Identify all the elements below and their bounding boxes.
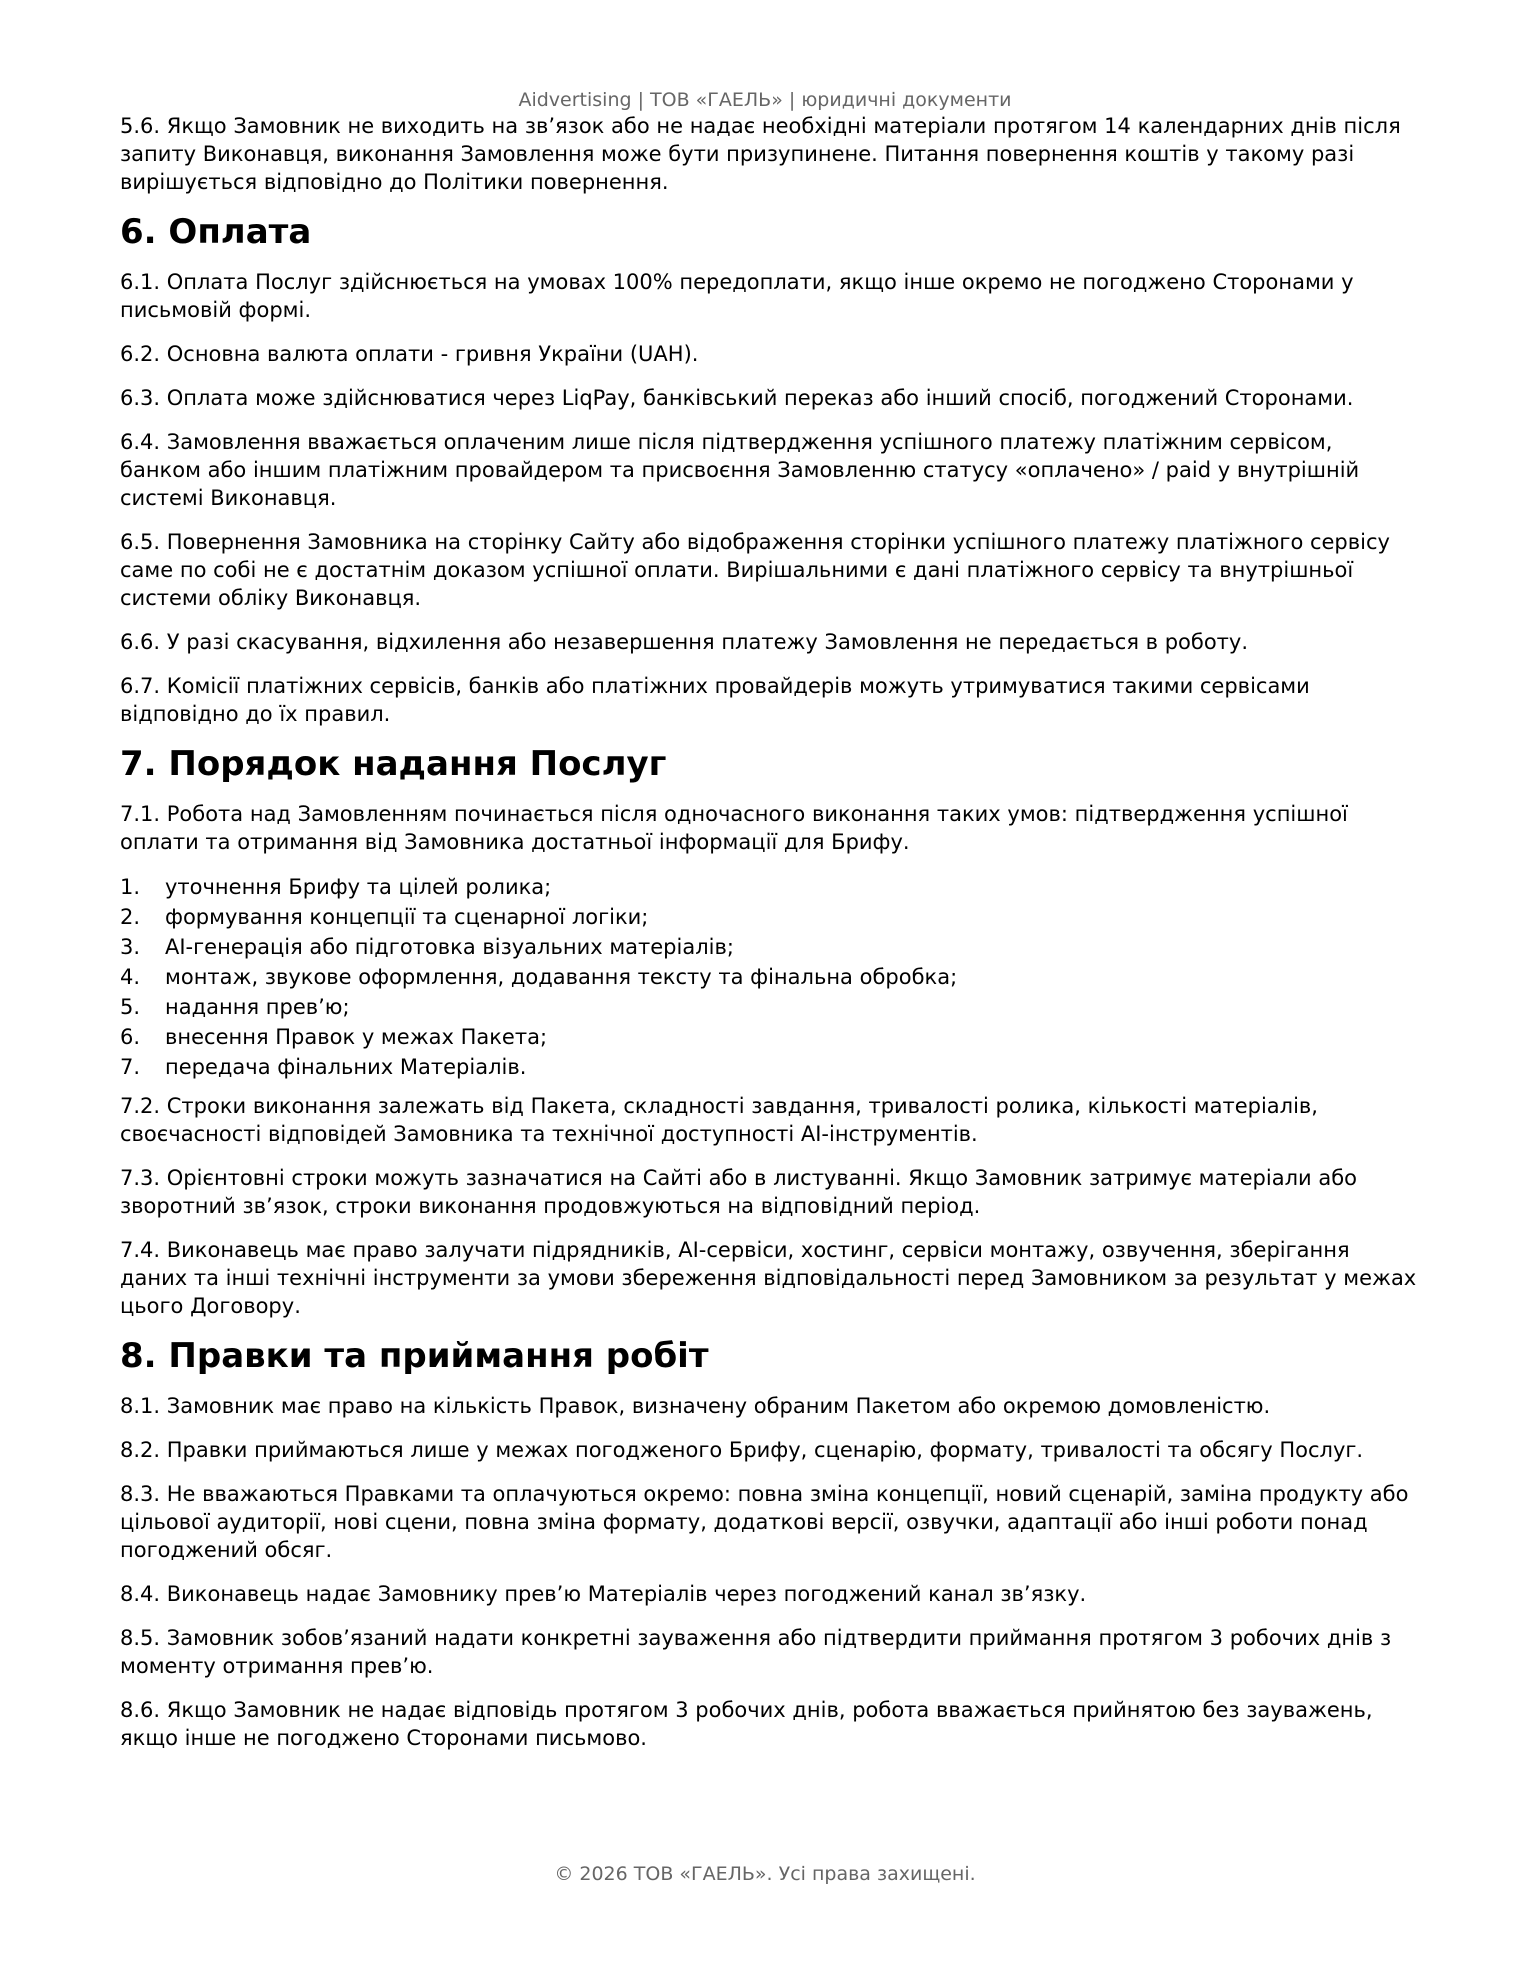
list-item-text: AI-генерація або підготовка візуальних матеріалів;: [165, 935, 734, 959]
paragraph-6-1: 6.1. Оплата Послуг здійснюється на умовах 100% передоплати, якщо інше окремо не погоджено Сторонами у письмовій формі.: [120, 270, 1354, 322]
paragraph-6-6: 6.6. У разі скасування, відхилення або незавершення платежу Замовлення не передається в роботу.: [120, 630, 1249, 654]
paragraph-8-4: 8.4. Виконавець надає Замовнику прев’ю Матеріалів через погоджений канал зв’язку.: [120, 1582, 1087, 1606]
list-item-text: уточнення Брифу та цілей ролика;: [165, 875, 552, 899]
paragraph-7-1: 7.1. Робота над Замовленням починається після одночасного виконання таких умов: підтвердження успішної оплати та отримання від Замовника достатньої інформації для Брифу.: [120, 802, 1348, 854]
list-item: [120, 1022, 1420, 1052]
paragraph-8-2: 8.2. Правки приймаються лише у межах погодженого Брифу, сценарію, формату, тривалості та обсягу Послуг.: [120, 1438, 1364, 1462]
paragraph-6-2: 6.2. Основна валюта оплати - гривня України (UAH).: [120, 342, 699, 366]
paragraph-8-5: 8.5. Замовник зобов’язаний надати конкретні зауваження або підтвердити приймання протягом 3 робочих днів з моменту отримання прев’ю.: [120, 1626, 1392, 1678]
list-item-number: 5.: [120, 995, 141, 1019]
section-title-services: 7. Порядок надання Послуг: [120, 744, 667, 784]
section-title-payment: 6. Оплата: [120, 212, 312, 252]
list-item-text: внесення Правок у межах Пакета;: [165, 1025, 548, 1049]
list-item-number: 2.: [120, 905, 141, 929]
list-item-text: монтаж, звукове оформлення, додавання тексту та фінальна обробка;: [165, 965, 958, 989]
list-item-text: передача фінальних Матеріалів.: [165, 1055, 527, 1079]
paragraph-6-5: 6.5. Повернення Замовника на сторінку Сайту або відображення сторінки успішного платежу платіжного сервісу саме по собі не є достатнім доказом успішної оплати. Вирішальними є дані платіжного сервісу та внутрішньої системи обліку Виконавця.: [120, 530, 1390, 610]
list-item-text: надання прев’ю;: [165, 995, 350, 1019]
list-item-number: 1.: [120, 875, 141, 899]
paragraph-5-6: 5.6. Якщо Замовник не виходить на зв’язок або не надає необхідні матеріали протягом 14 календарних днів після запиту Виконавця, виконання Замовлення може бути призупинене. Питання повернення коштів у такому разі вирішується відповідно до Політики повернення.: [120, 114, 1401, 194]
paragraph-6-3: 6.3. Оплата може здійснюватися через LiqPay, банківський переказ або інший спосіб, погоджений Сторонами.: [120, 386, 1354, 410]
list-item-number: 3.: [120, 935, 141, 959]
paragraph-7-4: 7.4. Виконавець має право залучати підрядників, AI-сервіси, хостинг, сервіси монтажу, озвучення, зберігання даних та інші технічні інструменти за умови збереження відповідальності перед Замовником за результат у межах цього Договору.: [120, 1238, 1417, 1318]
list-item-number: 6.: [120, 1025, 141, 1049]
page-header: Aidvertising | ТОВ «ГАЕЛЬ» | юридичні документи: [518, 89, 1012, 111]
list-item: [120, 902, 1420, 932]
page-footer: © 2026 ТОВ «ГАЕЛЬ». Усі права захищені.: [554, 1863, 976, 1885]
list-item: [120, 962, 1420, 992]
paragraph-7-2: 7.2. Строки виконання залежать від Пакета, складності завдання, тривалості ролика, кількості матеріалів, своєчасності відповідей Замовника та технічної доступності AI-інструментів.: [120, 1094, 1318, 1146]
paragraph-8-6: 8.6. Якщо Замовник не надає відповідь протягом 3 робочих днів, робота вважається прийнятою без зауважень, якщо інше не погоджено Сторонами письмово.: [120, 1698, 1373, 1750]
list-item: [120, 992, 1420, 1022]
list-item: [120, 1052, 1420, 1082]
list-item-number: 7.: [120, 1055, 141, 1079]
document-body: [120, 112, 1420, 1768]
work-steps-list: [120, 872, 1420, 1082]
list-item-text: формування концепції та сценарної логіки;: [165, 905, 649, 929]
paragraph-8-3: 8.3. Не вважаються Правками та оплачуються окремо: повна зміна концепції, новий сценарій, заміна продукту або цільової аудиторії, нові сцени, повна зміна формату, додаткові версії, озвучки, адаптації або інші роботи понад погоджений обсяг.: [120, 1482, 1409, 1562]
paragraph-6-7: 6.7. Комісії платіжних сервісів, банків або платіжних провайдерів можуть утримуватися такими сервісами відповідно до їх правил.: [120, 674, 1310, 726]
paragraph-8-1: 8.1. Замовник має право на кількість Правок, визначену обраним Пакетом або окремою домовленістю.: [120, 1394, 1271, 1418]
list-item: [120, 932, 1420, 962]
list-item: [120, 872, 1420, 902]
paragraph-6-4: 6.4. Замовлення вважається оплаченим лише після підтвердження успішного платежу платіжним сервісом, банком або іншим платіжним провайдером та присвоєння Замовленню статусу «оплачено» / paid у внутрішній системі Виконавця.: [120, 430, 1360, 510]
paragraph-7-3: 7.3. Орієнтовні строки можуть зазначатися на Сайті або в листуванні. Якщо Замовник затримує матеріали або зворотний зв’язок, строки виконання продовжуються на відповідний період.: [120, 1166, 1357, 1218]
list-item-number: 4.: [120, 965, 141, 989]
section-title-revisions: 8. Правки та приймання робіт: [120, 1336, 709, 1376]
